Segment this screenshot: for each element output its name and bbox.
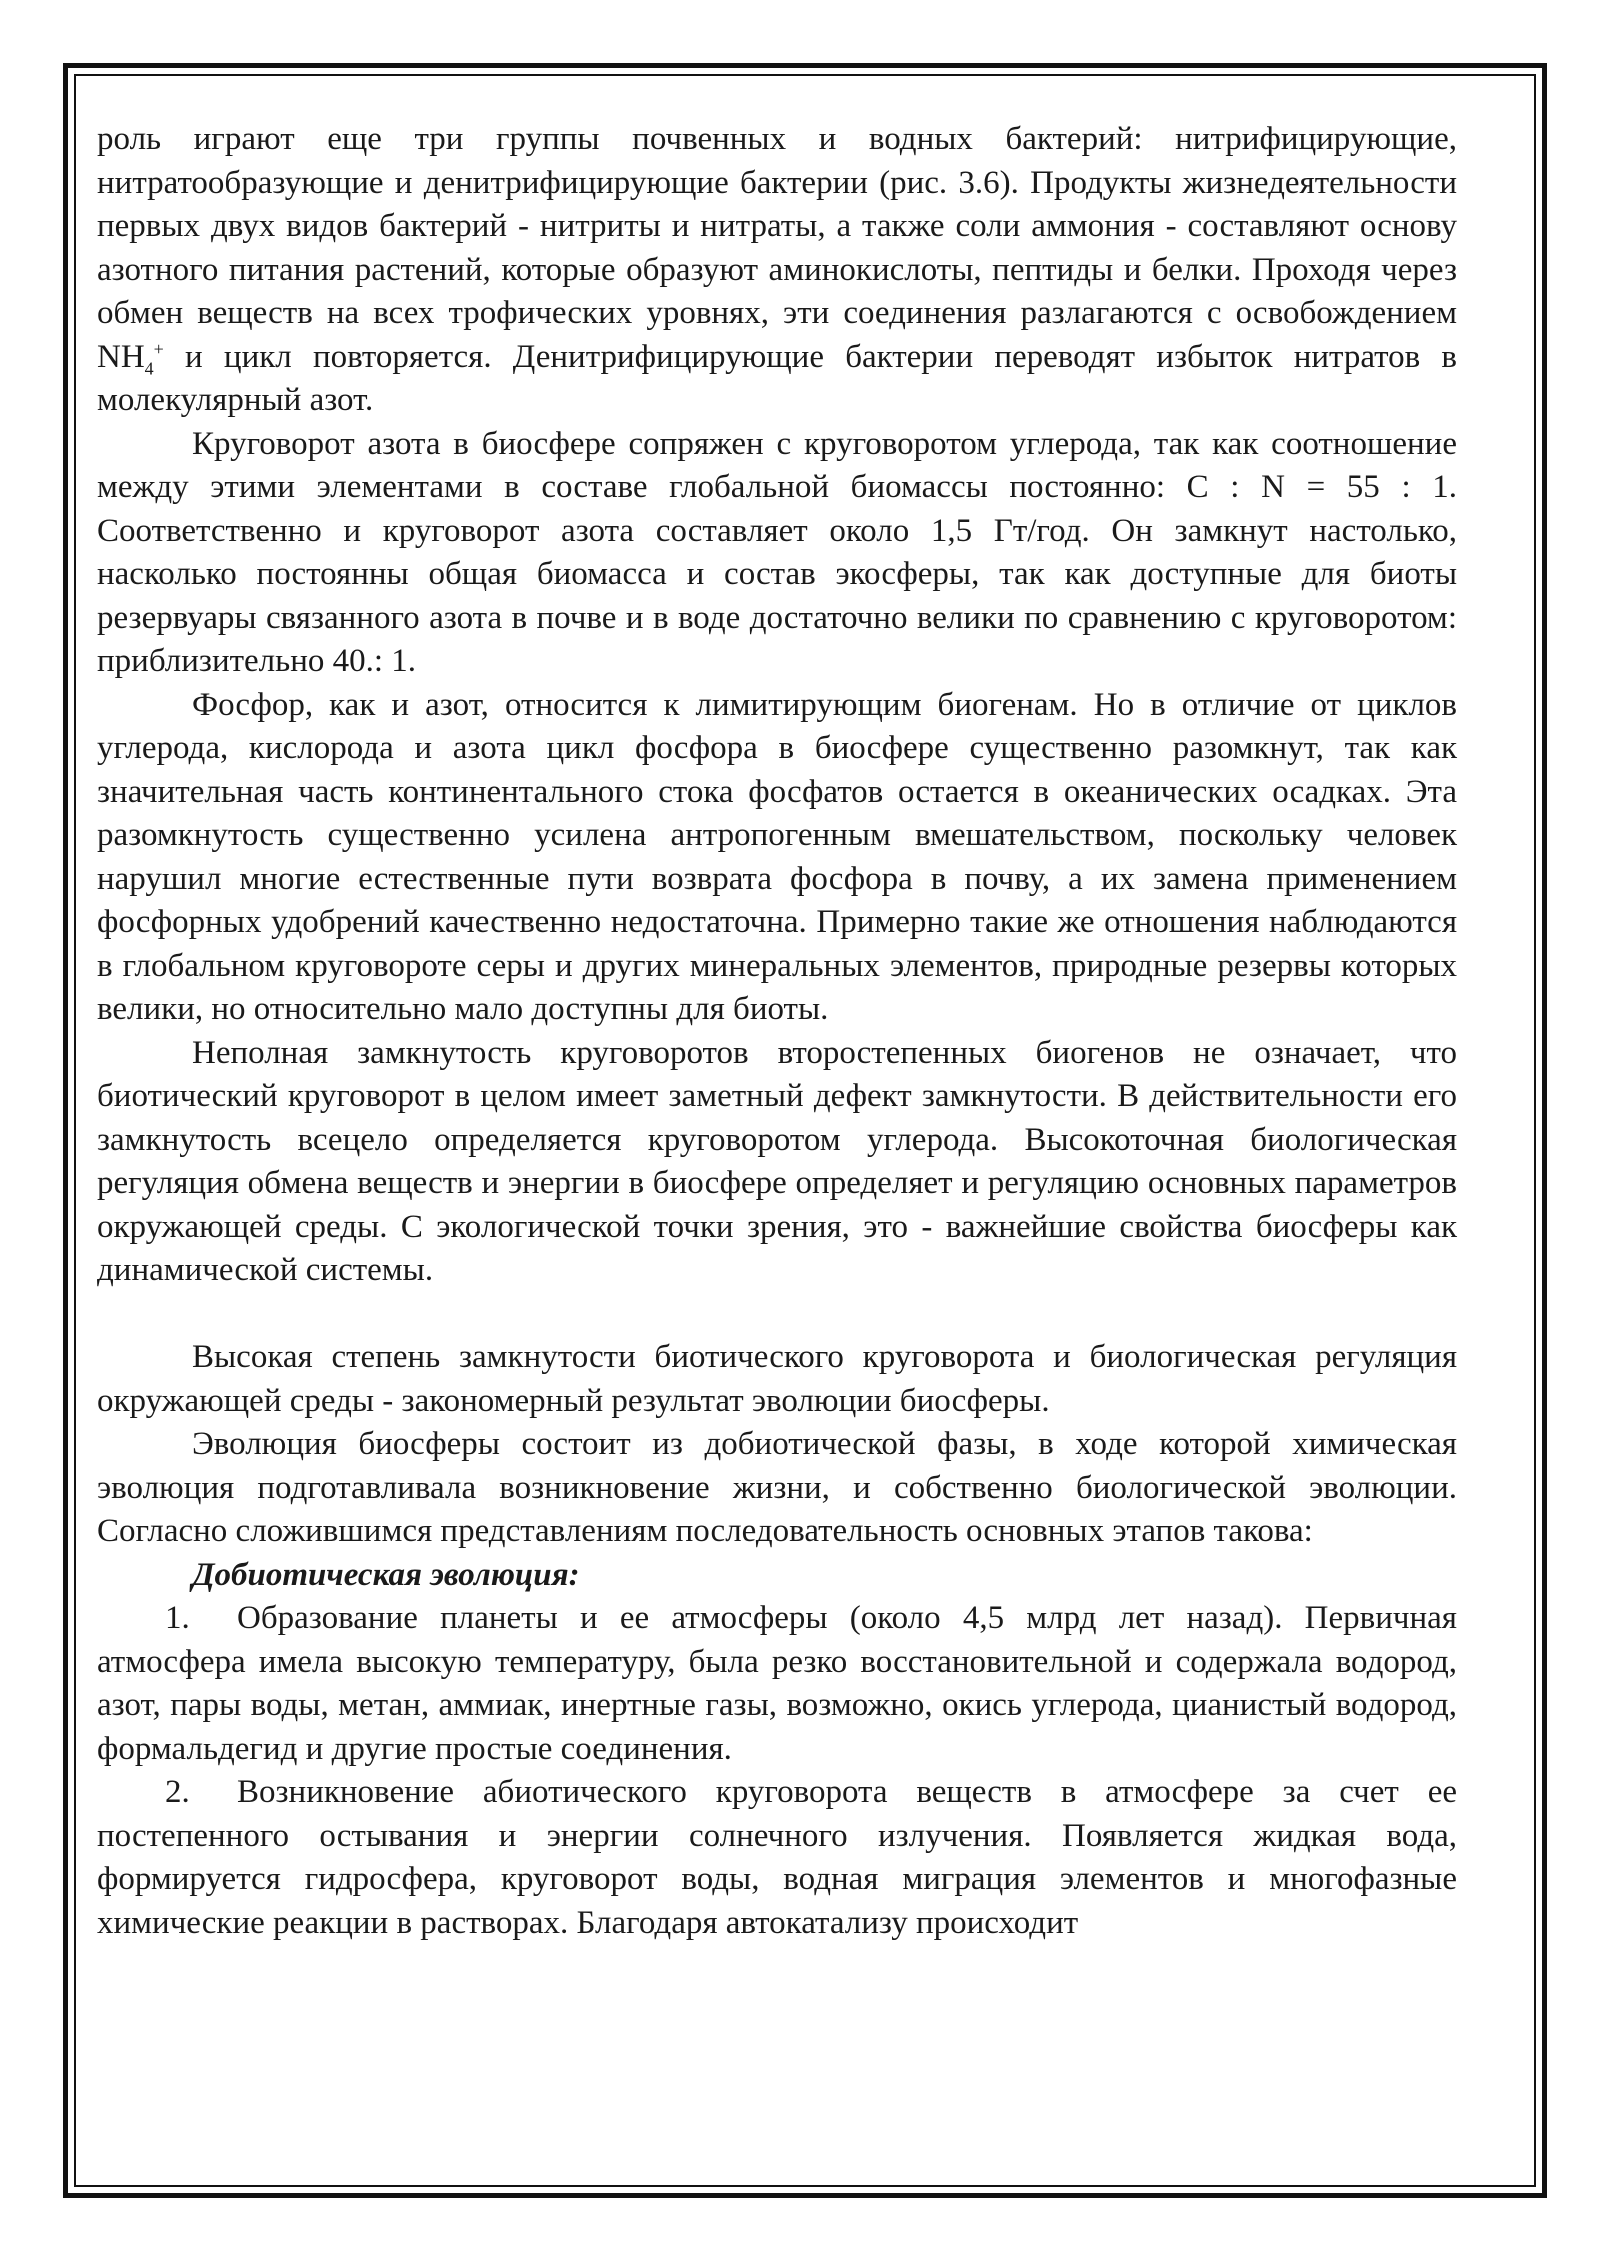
list-item-text: Возникновение абиотического круговорота веществ в атмосфере за счет ее постепенного остывания и энергии солнечного излучения. Появляется жидкая вода, формируется гидросфера, круговорот воды, водная миграция элементов и многофазные химические реакции в растворах. Благодаря автокатализу происходит	[97, 1774, 1457, 1941]
section-heading: Добиотическая эволюция:	[192, 1556, 580, 1593]
paragraph-evolution: Эволюция биосферы состоит из добиотической фазы, в ходе которой химическая эволюция подготавливала возникновение жизни, и собственно биологической эволюции. Согласно сложившимся представлениям последовательность основных этапов такова:	[97, 1426, 1457, 1549]
paragraph-nitrogen-bacteria: роль играют еще три группы почвенных и водных бактерий: нитрифицирующие, нитратообразующие и денитрифицирующие бактерии (рис. 3.6). Продукты жизнедеятельности первых двух видов бактерий - нитриты и нитраты, а также соли аммония - составляют основу азотного питания растений, которые образуют аминокислоты, пептиды и белки. Проходя через обмен веществ на всех трофических уровнях, эти соединения разлагаются с освобождением $NH_4^+$ и цикл повторяется. Денитрифицирующие бактерии переводят избыток нитратов в молекулярный азот.	[97, 121, 1457, 418]
document-body	[97, 118, 1457, 1945]
blank-line	[97, 1293, 1457, 1337]
list-item-number: 1.	[165, 1600, 190, 1636]
paragraph-regulation: Высокая степень замкнутости биотического круговорота и биологическая регуляция окружающей среды - закономерный результат эволюции биосферы.	[97, 1339, 1457, 1419]
list-item-number: 2.	[165, 1774, 190, 1810]
paragraph-nitrogen-cycle: Круговорот азота в биосфере сопряжен с круговоротом углерода, так как соотношение между этими элементами в составе глобальной биомассы постоянно: C : N = 55 : 1. Соответственно и круговорот азота составляет около 1,5 Гт/год. Он замкнут настолько, насколько постоянны общая биомасса и состав экосферы, так как доступные для биоты резервуары связанного азота в почве и в воде достаточно велики по сравнению с круговоротом: приблизительно 40.: 1.	[97, 425, 1457, 679]
list-item	[97, 1771, 1457, 1945]
list-item-text: Образование планеты и ее атмосферы (около 4,5 млрд лет назад). Первичная атмосфера имела высокую температуру, была резко восстановительной и содержала водород, азот, пары воды, метан, аммиак, инертные газы, возможно, окись углерода, цианистый водород, формальдегид и другие простые соединения.	[97, 1600, 1457, 1767]
paragraph-phosphorus: Фосфор, как и азот, относится к лимитирующим биогенам. Но в отличие от циклов углерода, кислорода и азота цикл фосфора в биосфере существенно разомкнут, так как значительная часть континентального стока фосфатов остается в океанических осадках. Эта разомкнутость существенно усилена антропогенным вмешательством, поскольку человек нарушил многие естественные пути возврата фосфора в почву, а их замена применением фосфорных удобрений качественно недостаточна. Примерно такие же отношения наблюдаются в глобальном круговороте серы и других минеральных элементов, природные резервы которых велики, но относительно мало доступны для биоты.	[97, 686, 1457, 1027]
list-item	[97, 1597, 1457, 1771]
paragraph-closure: Неполная замкнутость круговоротов второстепенных биогенов не означает, что биотический круговорот в целом имеет заметный дефект замкнутости. В действительности его замкнутость всецело определяется круговоротом углерода. Высокоточная биологическая регуляция обмена веществ и энергии в биосфере определяет и регуляцию основных параметров окружающей среды. С экологической точки зрения, это - важнейшие свойства биосферы как динамической системы.	[97, 1034, 1457, 1288]
